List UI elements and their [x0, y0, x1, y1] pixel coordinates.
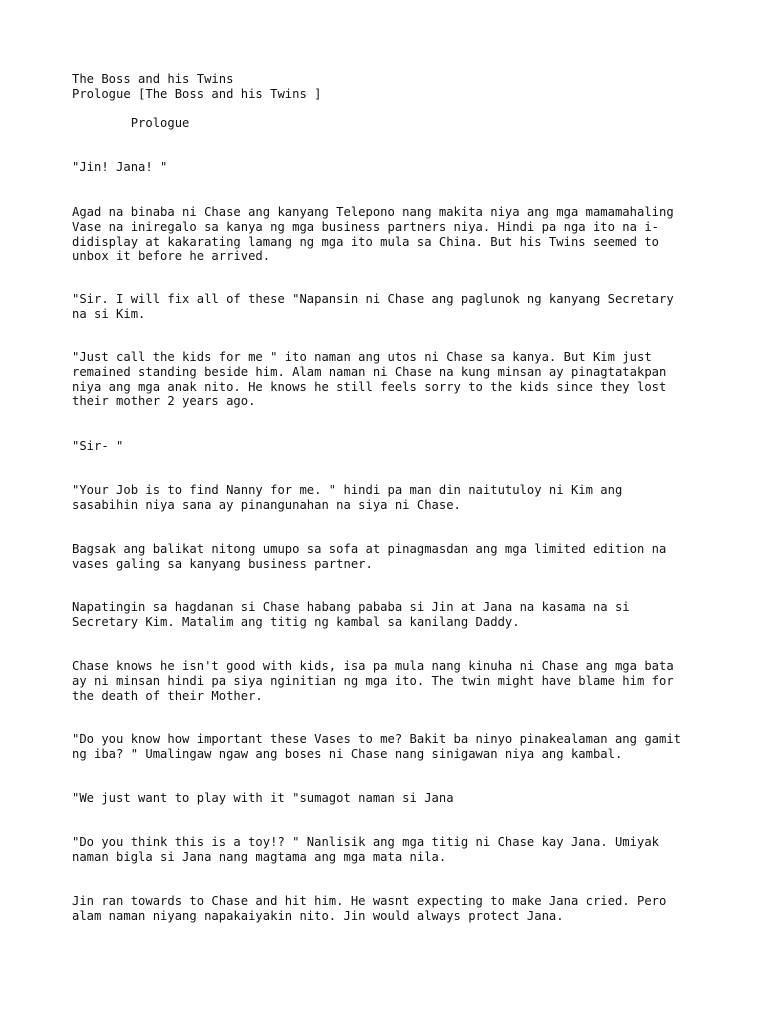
- paragraph: "Sir- ": [72, 439, 124, 453]
- paragraph: Chase knows he isn't good with kids, isa pa mula nang kinuha ni Chase ang mga bata ay ni minsan hindi pa siya nginitian ng mga ito. The twin might have blame him for the death of their Mother.: [72, 659, 674, 703]
- paragraph: "Just call the kids for me " ito naman ang utos ni Chase sa kanya. But Kim just remained standing beside him. Alam naman ni Chase na kung minsan ay pinagtatakpan niya ang mga anak nito. He knows he still feels sorry to the kids since they lost their mother 2 years ago.: [72, 350, 667, 409]
- prologue-heading: Prologue: [72, 116, 190, 130]
- paragraph: "Your Job is to find Nanny for me. " hindi pa man din naitutuloy ni Kim ang sasabihin niya sana ay pinangunahan na siya ni Chase.: [72, 483, 623, 512]
- document-title: The Boss and his Twins: [72, 72, 234, 86]
- paragraph: "We just want to play with it "sumagot naman si Jana: [72, 791, 454, 805]
- paragraph: Jin ran towards to Chase and hit him. He wasnt expecting to make Jana cried. Pero alam naman niyang napakaiyakin nito. Jin would always protect Jana.: [72, 894, 667, 923]
- paragraph: "Jin! Jana! ": [72, 160, 168, 174]
- paragraph: "Do you know how important these Vases to me? Bakit ba ninyo pinakealaman ang gamit ng iba? " Umalingaw ngaw ang boses ni Chase nang sinigawan niya ang kambal.: [72, 732, 682, 761]
- paragraph: Agad na binaba ni Chase ang kanyang Telepono nang makita niya ang mga mamamahaling Vase na iniregalo sa kanya ng mga business partners niya. Hindi pa nga ito na i- didisplay at kakarating lamang ng mga ito mula sa China. But his Twins seemed to unbox it before he arrived.: [72, 205, 674, 264]
- paragraph: Bagsak ang balikat nitong umupo sa sofa at pinagmasdan ang mga limited edition na vases galing sa kanyang business partner.: [72, 542, 667, 571]
- paragraph: Napatingin sa hagdanan si Chase habang pababa si Jin at Jana na kasama na si Secretary Kim. Matalim ang titig ng kambal sa kanilang Daddy.: [72, 600, 630, 629]
- paragraph: "Do you think this is a toy!? " Nanlisik ang mga titig ni Chase kay Jana. Umiyak naman bigla si Jana nang magtama ang mga mata nila.: [72, 835, 659, 864]
- document-subtitle: Prologue [The Boss and his Twins ]: [72, 87, 322, 101]
- paragraph: "Sir. I will fix all of these "Napansin ni Chase ang paglunok ng kanyang Secretary na si Kim.: [72, 292, 674, 321]
